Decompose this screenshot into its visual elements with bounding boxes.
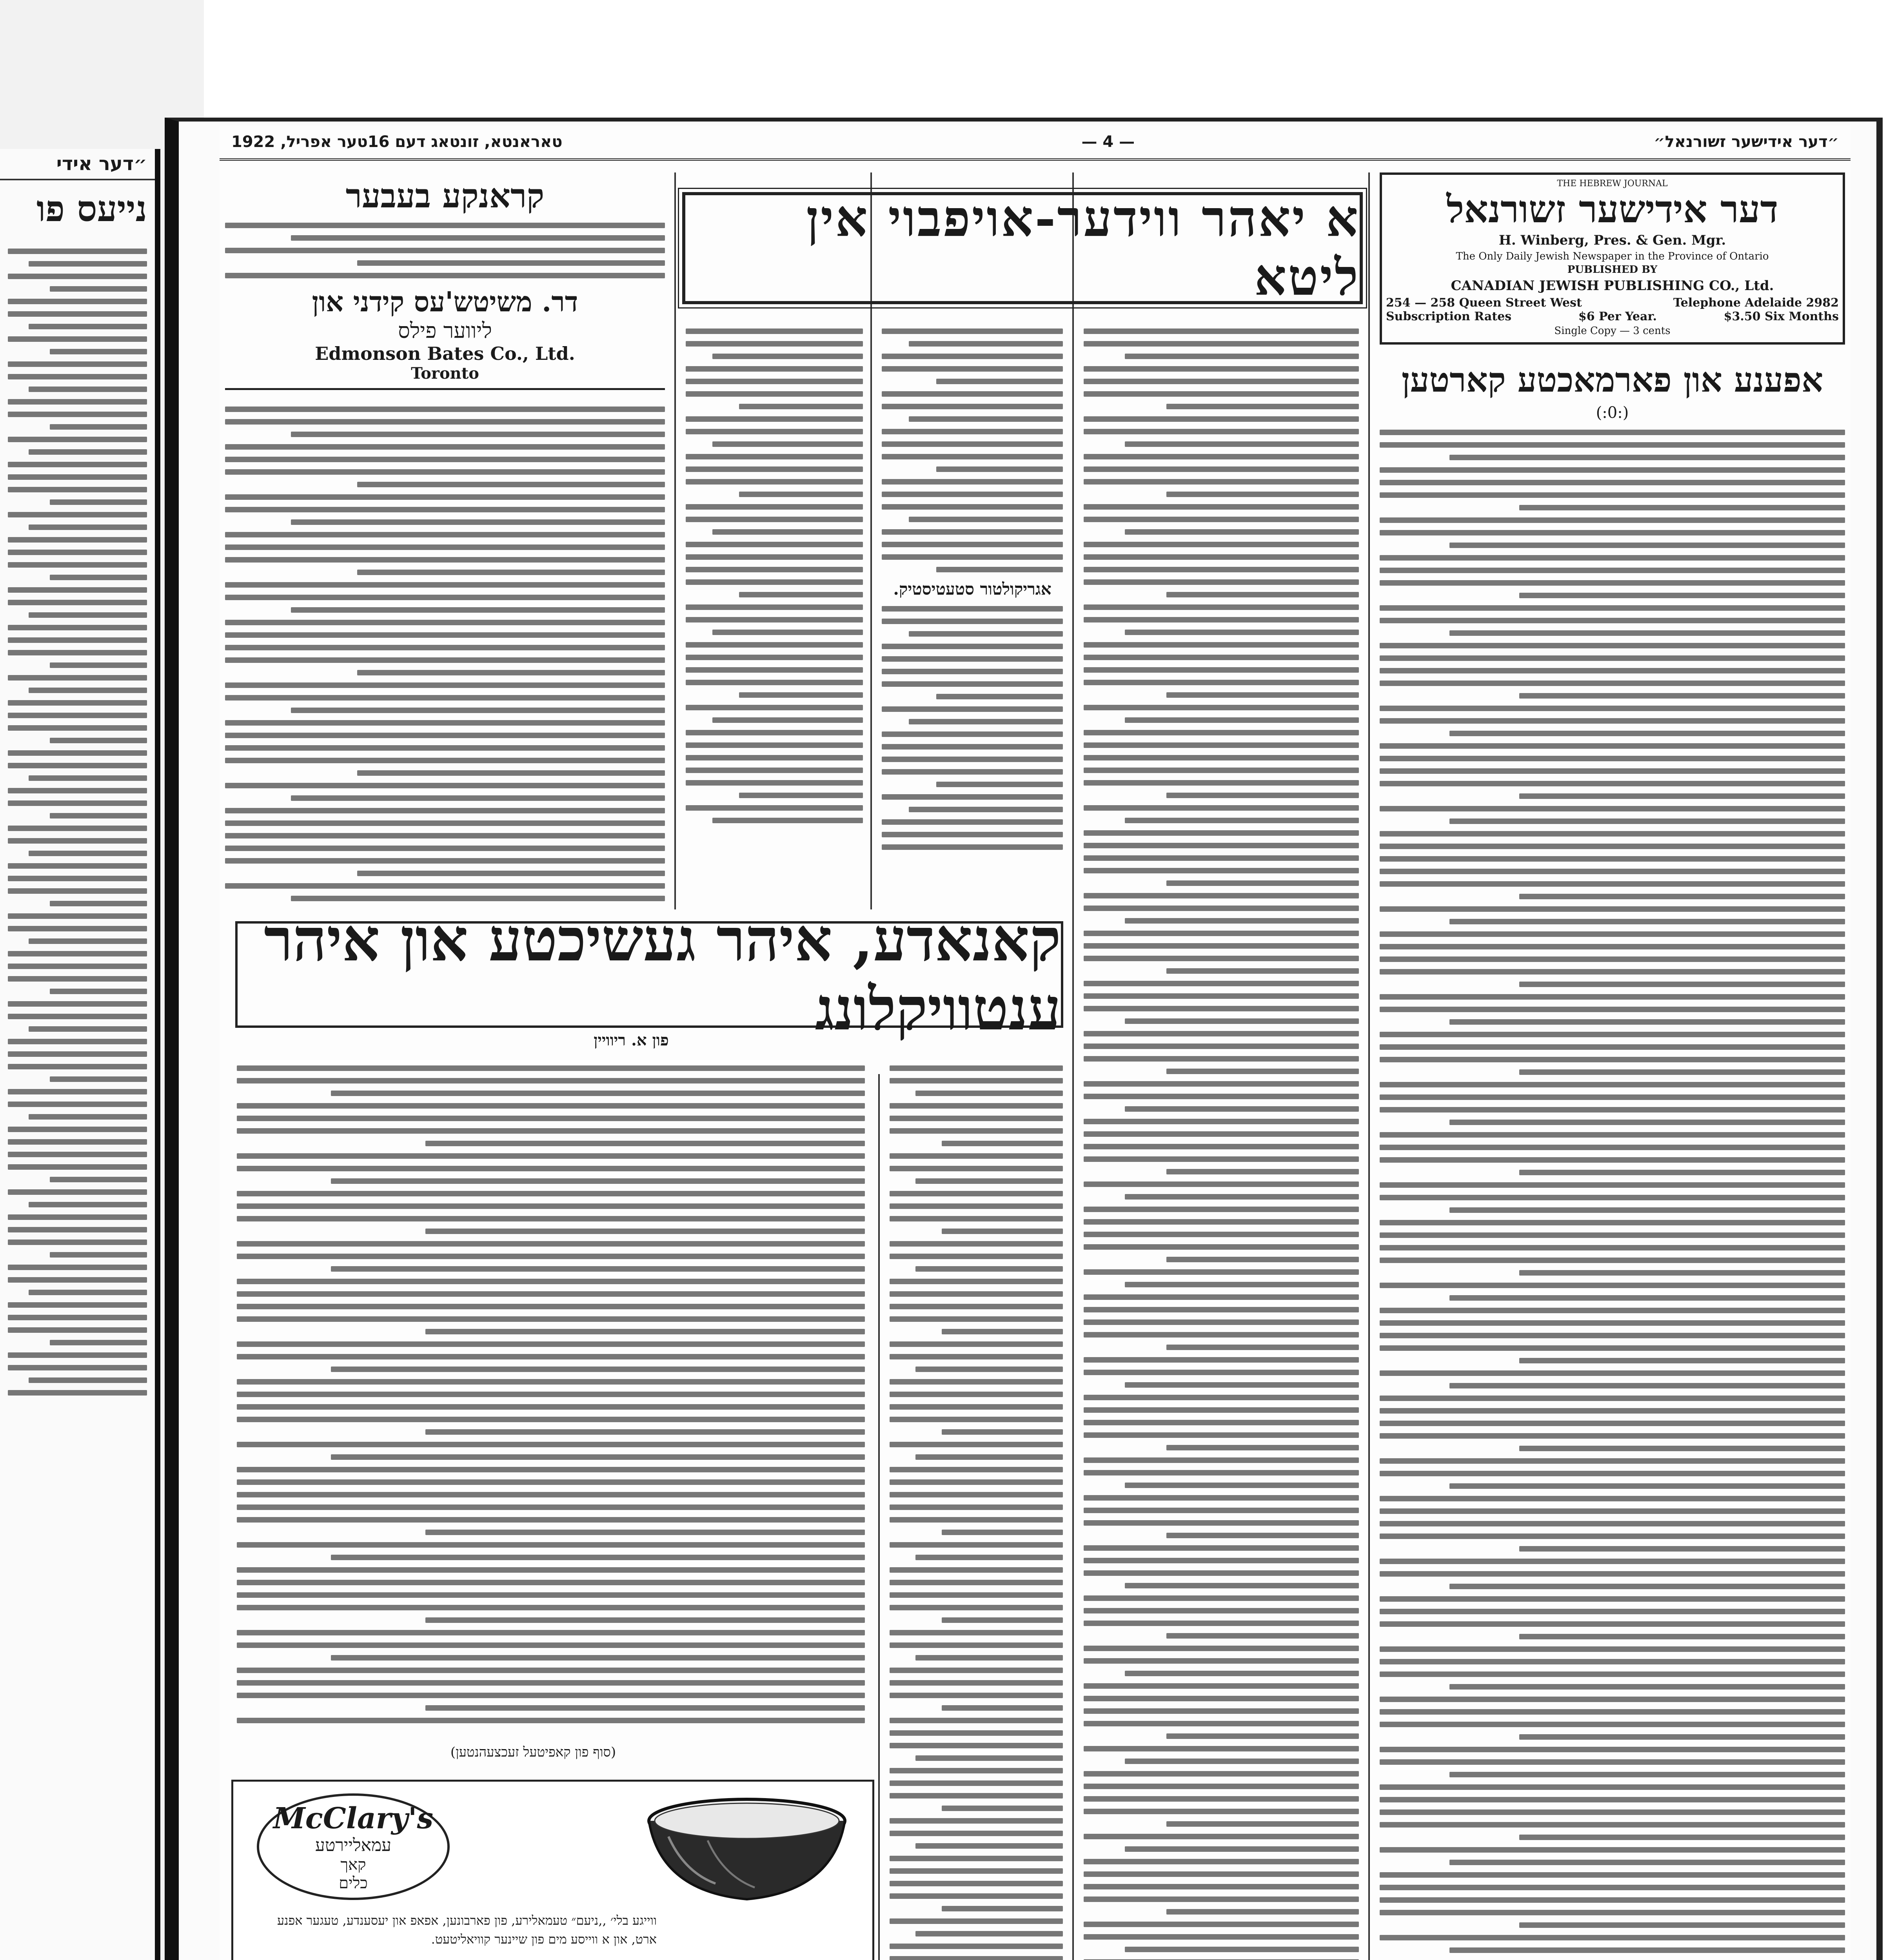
paper-name: ״דער אידישער זשורנאל״: [1654, 133, 1839, 151]
masthead-rate-six: $3.50 Six Months: [1723, 309, 1839, 323]
canada-col-right: [884, 1058, 1068, 1960]
lithuania-col-right: [1078, 321, 1364, 1960]
mcclarys-logo: [257, 1793, 450, 1900]
kidney-pills-ad: [225, 172, 665, 399]
editorial-column: [1374, 172, 1851, 1960]
prev-page-headline: נייעס פו: [36, 188, 147, 230]
ad-company-city: Toronto: [411, 364, 479, 383]
masthead-publisher: H. Winberg, Pres. & Gen. Mgr.: [1498, 232, 1726, 248]
enamel-bowl-illustration: [637, 1793, 857, 1911]
ad-headline: קראנקע בעבער: [345, 176, 545, 215]
ad-company-name: Edmonson Bates Co., Ltd.: [315, 343, 575, 364]
lithuania-col-left: [876, 321, 1068, 909]
editorial-headline: אפענע און פארמאכטע קארטען: [1401, 360, 1823, 400]
editorial-divider: (:0:): [1596, 403, 1629, 422]
canada-headline: קאנאדע, איהר געשיכטע און איהר ענטוויקלונג: [264, 906, 1061, 1044]
column-rule: [1368, 172, 1370, 1960]
masthead-company: CANADIAN JEWISH PUBLISHING CO., Ltd.: [1451, 278, 1774, 294]
masthead-english-title: THE HEBREW JOURNAL: [1557, 179, 1668, 189]
mcclarys-line-2: קאך: [340, 1855, 366, 1874]
ad-product-name: דר. משיטש'עס קידני און: [312, 285, 578, 318]
mcclarys-line-1: עמאליירטע: [315, 1835, 392, 1855]
masthead-published-by: PUBLISHED BY: [1567, 263, 1658, 276]
lithuania-feature-box: [682, 189, 1363, 307]
mcclarys-brand: McClary's: [273, 1801, 434, 1835]
lithuania-headline: א יאהר ווידער-אויפבוי אין ליטא: [806, 189, 1360, 307]
canada-byline: פון א. ריוויין: [594, 1031, 669, 1049]
page-header: [220, 125, 1851, 161]
page-number: — 4 —: [1081, 133, 1135, 151]
agriculture-subhead: אגריקולטור סטעטיסטיק.: [893, 579, 1052, 599]
mcclarys-ad: [231, 1780, 874, 1960]
masthead-subscription-label: Subscription Rates: [1386, 309, 1512, 323]
middle-col-top: [680, 321, 868, 909]
previous-page-fragment: [0, 149, 160, 1960]
prev-page-header: ״דער אידי: [0, 149, 155, 180]
column-rule: [878, 1074, 880, 1960]
issue-date: טאראנטא, זונטאג דעם 16טער אפריל, 1922: [231, 133, 563, 151]
canada-end-note: (סוף פון קאפיטעל זעכצעהנטען): [450, 1744, 616, 1760]
newspaper-page: [220, 125, 1851, 1960]
mcclarys-line-3: כלים: [339, 1874, 368, 1892]
masthead-rates-row: [1386, 310, 1839, 323]
masthead-tagline: The Only Daily Jewish Newspaper in the Province of Ontario: [1456, 250, 1769, 262]
canada-col-left: [231, 1058, 870, 1725]
column-rule: [1072, 172, 1074, 1960]
kidney-pills-ad-column: [220, 172, 670, 909]
column-rule: [674, 172, 676, 909]
masthead-telephone: Telephone Adelaide 2982: [1673, 296, 1839, 310]
masthead-address: 254 — 258 Queen Street West: [1386, 296, 1582, 310]
masthead: [1380, 172, 1845, 345]
ad-product-name-2: ליווער פילס: [398, 318, 492, 343]
editorial-body: [1380, 430, 1845, 1960]
mcclarys-body: ווייגע בלי׳ ,,ניעם״ טעמאלירע, פון פארבונען, אפאפ און יעסענדע, טעגער אפנע ארט, און א ווייסע מים פון שיינער קוויאליטעט.: [277, 1913, 657, 1947]
masthead-yiddish-title: דער אידישער זשורנאל: [1446, 187, 1778, 231]
left-top-article-body: [225, 407, 665, 901]
prev-page-body: [0, 238, 155, 1406]
masthead-address-row: [1386, 296, 1839, 310]
masthead-rate-year: $6 Per Year.: [1578, 309, 1657, 323]
masthead-single-copy: Single Copy — 3 cents: [1554, 325, 1671, 337]
